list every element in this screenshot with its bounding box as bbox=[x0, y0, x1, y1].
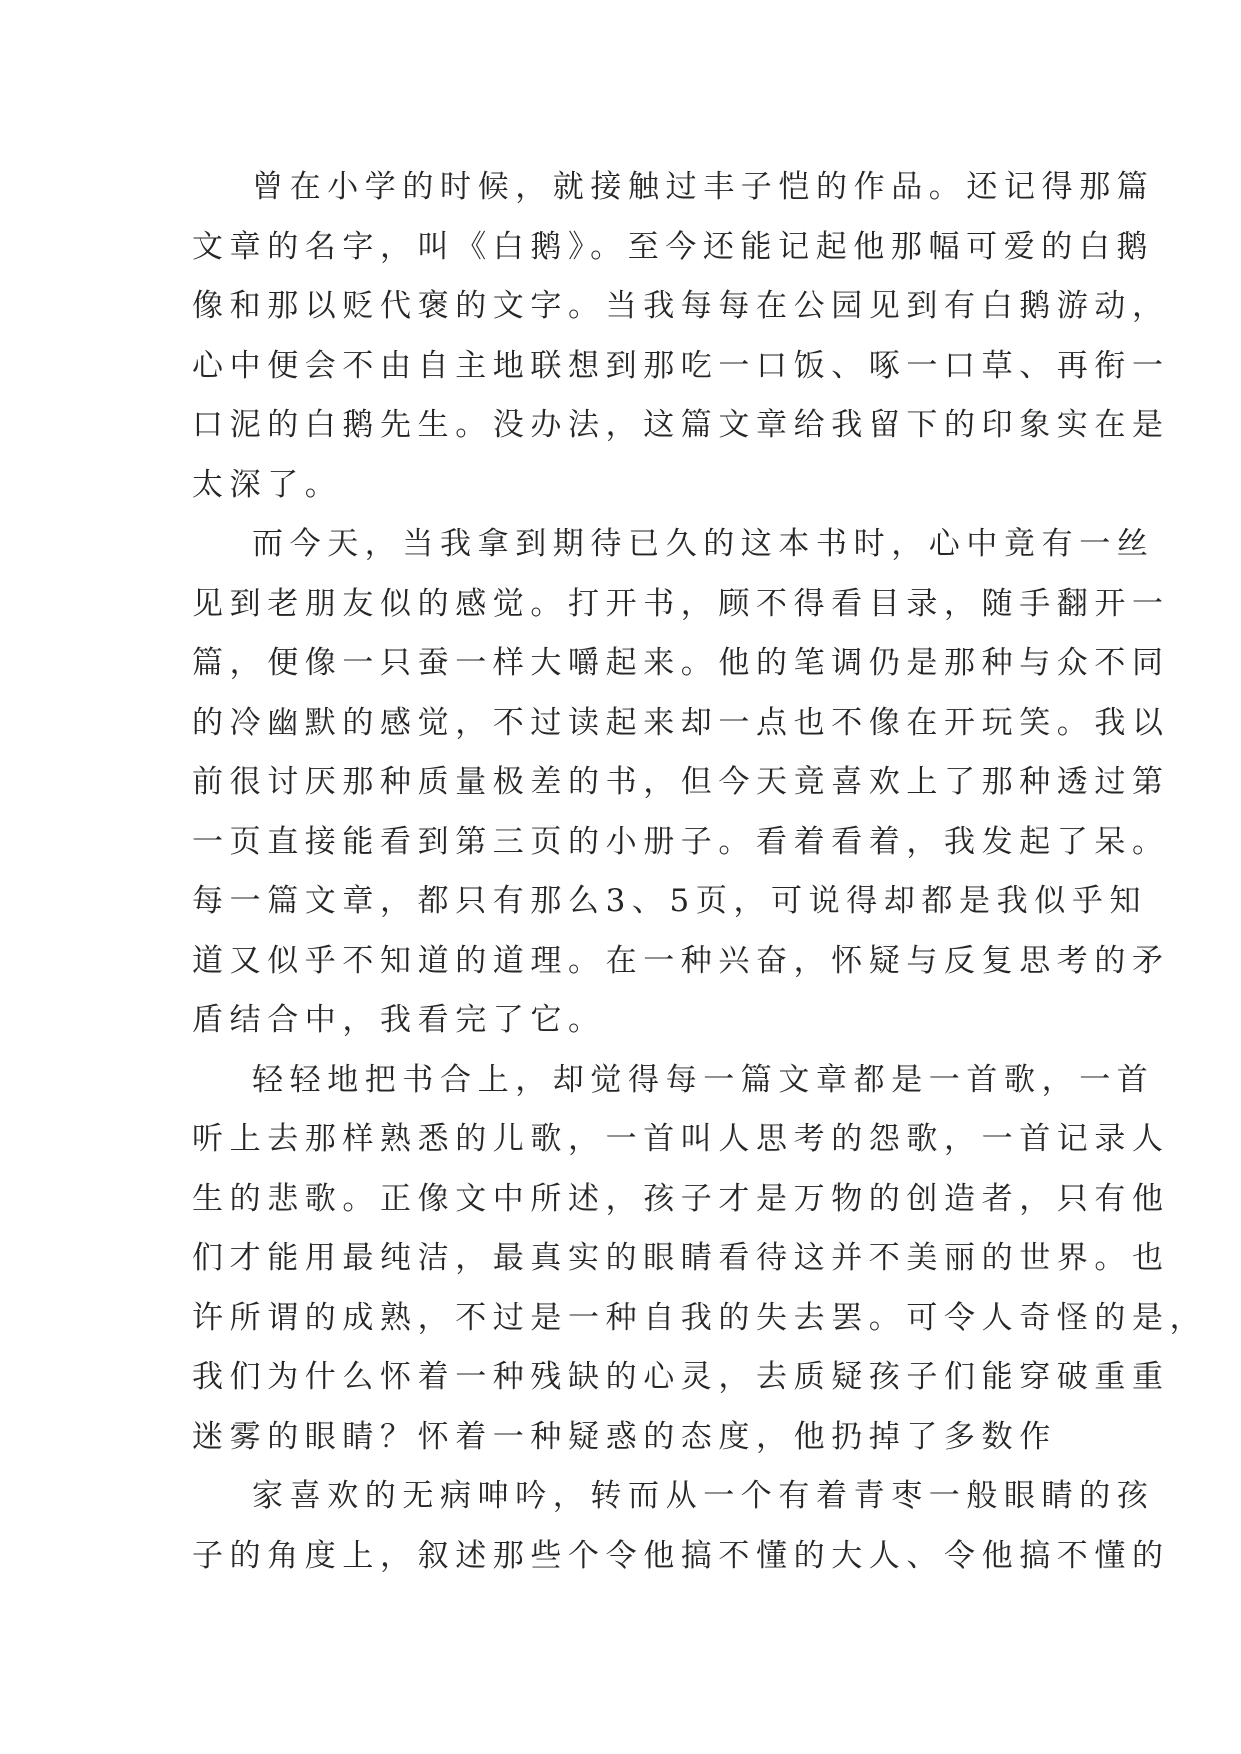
paragraph-line: 我们为什么怀着一种残缺的心灵，去质疑孩子们能穿破重重 bbox=[192, 1359, 1170, 1395]
paragraph-line: 家喜欢的无病呻吟，转而从一个有着青枣一般眼睛的孩 bbox=[252, 1478, 1155, 1514]
paragraph-line: 篇，便像一只蚕一样大嚼起来。他的笔调仍是那种与众不同 bbox=[192, 645, 1170, 681]
paragraph-line: 听上去那样熟悉的儿歌，一首叫人思考的怨歌，一首记录人 bbox=[192, 1121, 1170, 1157]
paragraph-line: 每一篇文章，都只有那么3、5页，可说得却都是我似乎知 bbox=[192, 883, 1148, 919]
paragraph-line: 生的悲歌。正像文中所述，孩子才是万物的创造者，只有他 bbox=[192, 1180, 1170, 1217]
paragraph-line: 而今天，当我拿到期待已久的这本书时，心中竟有一丝 bbox=[252, 526, 1155, 562]
paragraph-line: 口泥的白鹅先生。没办法，这篇文章给我留下的印象实在是 bbox=[192, 407, 1170, 443]
paragraph-line: 盾结合中，我看完了它。 bbox=[192, 1002, 606, 1038]
paragraph-line: 子的角度上，叙述那些个令他搞不懂的大人、令他搞不懂的 bbox=[192, 1537, 1170, 1574]
paragraph-line: 心中便会不由自主地联想到那吃一口饭、啄一口草、再衔一 bbox=[192, 347, 1170, 384]
paragraph-line: 像和那以贬代褒的文字。当我每每在公园见到有白鹅游动， bbox=[192, 288, 1170, 324]
paragraph-line: 前很讨厌那种质量极差的书，但今天竟喜欢上了那种透过第 bbox=[192, 764, 1170, 800]
paragraph-line: 文章的名字，叫《白鹅》。至今还能记起他那幅可爱的白鹅 bbox=[192, 228, 1155, 265]
paragraph-line: 的冷幽默的感觉，不过读起来却一点也不像在开玩笑。我以 bbox=[192, 704, 1170, 741]
paragraph-line: 许所谓的成熟，不过是一种自我的失去罢。可令人奇怪的是， bbox=[192, 1299, 1208, 1336]
paragraph-line: 迷雾的眼睛？怀着一种疑惑的态度，他扔掉了多数作 bbox=[192, 1418, 1057, 1455]
paragraph-line: 曾在小学的时候，就接触过丰子恺的作品。还记得那篇 bbox=[252, 169, 1155, 205]
paragraph-line: 轻轻地把书合上，却觉得每一篇文章都是一首歌，一首 bbox=[252, 1061, 1155, 1098]
paragraph-line: 一页直接能看到第三页的小册子。看着看着，我发起了呆。 bbox=[192, 823, 1170, 860]
paragraph-line: 们才能用最纯洁，最真实的眼睛看待这并不美丽的世界。也 bbox=[192, 1240, 1170, 1276]
paragraph-line: 道又似乎不知道的道理。在一种兴奋，怀疑与反复思考的矛 bbox=[192, 942, 1170, 979]
document-body bbox=[192, 158, 1208, 1586]
paragraph-line: 见到老朋友似的感觉。打开书，顾不得看目录，随手翻开一 bbox=[192, 585, 1170, 622]
paragraph-line: 太深了。 bbox=[192, 466, 343, 503]
